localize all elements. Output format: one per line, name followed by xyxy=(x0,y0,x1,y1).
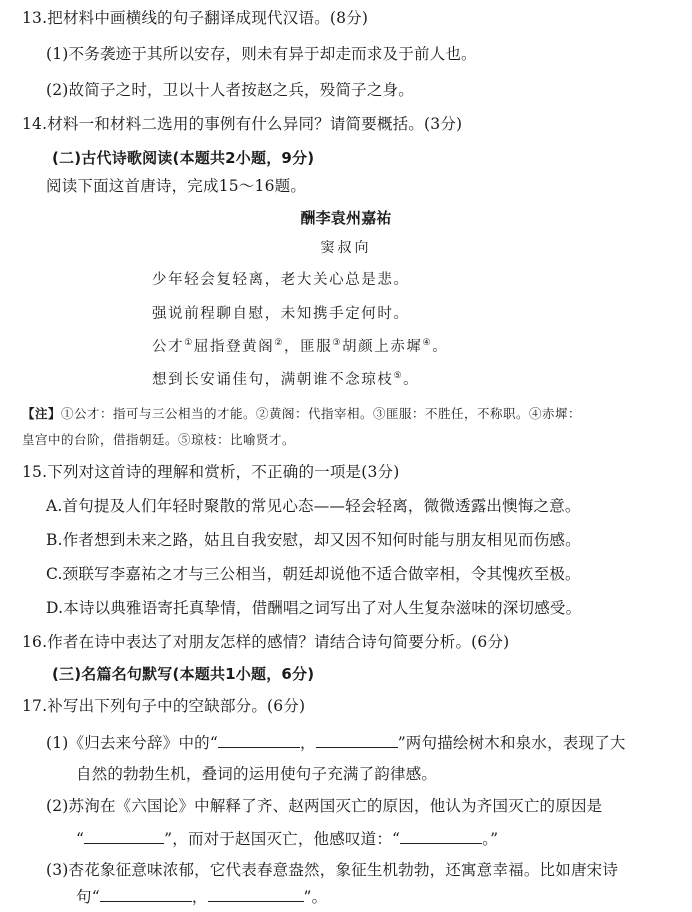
q14-stem: 14.材料一和材料二选用的事例有什么异同？请简要概括。(3分) xyxy=(22,115,463,133)
poem-line-2: 强说前程聊自慰，未知携手定何时。 xyxy=(152,306,410,322)
q17-item-2-close: 。” xyxy=(482,830,499,848)
footnote-marker-5: ⑤ xyxy=(393,371,404,382)
section-3-heading: (三)名篇名句默写(本题共1小题，6分) xyxy=(52,665,315,683)
q17-item-3-comma: ， xyxy=(191,888,208,906)
poem-line-4-part-b: 。 xyxy=(403,372,420,388)
answer-blank-5[interactable] xyxy=(100,886,192,902)
answer-blank-6[interactable] xyxy=(208,886,304,902)
poem-line-3-part-a: 公才 xyxy=(152,339,185,355)
section-2-intro: 阅读下面这首唐诗，完成15～16题。 xyxy=(46,177,307,195)
poem-title: 酬李袁州嘉祐 xyxy=(300,209,392,227)
q15-option-d: D.本诗以典雅语寄托真挚情，借酬唱之词写出了对人生复杂滋味的深切感受。 xyxy=(46,599,582,617)
answer-blank-1[interactable] xyxy=(218,732,300,748)
poem-line-3-part-b: 屈指登黄阁 xyxy=(193,339,275,355)
q17-item-3-line-2 xyxy=(76,886,327,907)
q17-item-3-open: 句“ xyxy=(76,888,100,906)
q17-item-3-close: ”。 xyxy=(303,888,328,906)
q13-stem: 13.把材料中画横线的句子翻译成现代汉语。(8分) xyxy=(22,9,369,27)
q17-item-2-line-2 xyxy=(76,828,498,849)
q17-stem: 17.补写出下列句子中的空缺部分。(6分) xyxy=(22,697,306,715)
q13-item-1: (1)不务袭迹于其所以安存，则未有异于却走而求及于前人也。 xyxy=(46,45,477,63)
poem-line-3 xyxy=(152,337,448,357)
q17-item-2-line-1: (2)苏洵在《六国论》中解释了齐、赵两国灭亡的原因，他认为齐国灭亡的原因是 xyxy=(46,797,603,815)
q15-stem: 15.下列对这首诗的理解和赏析，不正确的一项是(3分) xyxy=(22,463,400,481)
q15-option-b: B.作者想到未来之路，姑且自我安慰，却又因不知何时能与朋友相见而伤感。 xyxy=(46,531,581,549)
answer-blank-2[interactable] xyxy=(316,732,398,748)
q17-item-1-text-a: (1)《归去来兮辞》中的“ xyxy=(46,734,218,752)
footnote-marker-4: ④ xyxy=(422,338,433,349)
footnote-marker-2: ② xyxy=(274,338,285,349)
poem-line-4 xyxy=(152,370,419,390)
q17-item-1-line-1 xyxy=(46,732,626,753)
footnote-marker-3: ③ xyxy=(332,338,343,349)
poem-line-4-part-a: 想到长安诵佳句，满朝谁不念琼枝 xyxy=(152,372,394,388)
q15-option-a: A.首句提及人们年轻时聚散的常见心态——轻会轻离，微微透露出懊悔之意。 xyxy=(46,497,581,515)
poem-line-3-part-e: 。 xyxy=(432,339,449,355)
answer-blank-4[interactable] xyxy=(400,828,482,844)
q16-stem: 16.作者在诗中表达了对朋友怎样的感情？请结合诗句简要分析。(6分) xyxy=(22,633,510,651)
note-label: 【注】 xyxy=(22,406,62,421)
poem-author: 窦叔向 xyxy=(320,240,372,256)
poem-line-1: 少年轻会复轻离，老大关心总是悲。 xyxy=(152,272,410,288)
poem-note-line-2: 皇宫中的台阶，借指朝廷。⑤琼枝：比喻贤才。 xyxy=(22,432,296,447)
q13-item-2: (2)故简子之时，卫以十人者按赵之兵，殁简子之身。 xyxy=(46,81,414,99)
note-text-1: ①公才：指可与三公相当的才能。②黄阁：代指宰相。③匪服：不胜任，不称职。④赤墀： xyxy=(61,406,582,421)
poem-line-3-part-c: ，匪服 xyxy=(284,339,333,355)
q17-item-3-line-1: (3)杏花象征意味浓郁，它代表春意盎然，象征生机勃勃，还寓意幸福。比如唐宋诗 xyxy=(46,861,619,879)
q17-item-1-line-2: 自然的勃勃生机，叠词的运用使句子充满了韵律感。 xyxy=(76,765,438,783)
answer-blank-3[interactable] xyxy=(84,828,164,844)
q17-item-1-comma: ， xyxy=(299,734,316,752)
q17-item-1-text-b: ”两句描绘树木和泉水，表现了大 xyxy=(397,734,626,752)
q15-option-c: C.颈联写李嘉祐之才与三公相当，朝廷却说他不适合做宰相，令其愧疚至极。 xyxy=(46,565,581,583)
q17-item-2-open-quote: “ xyxy=(76,830,85,848)
poem-note-line-1 xyxy=(22,404,581,424)
footnote-marker-1: ① xyxy=(184,338,194,349)
poem-line-3-part-d: 胡颜上赤墀 xyxy=(342,339,423,355)
q17-item-2-text-mid: ”，而对于赵国灭亡，他感叹道：“ xyxy=(164,830,401,848)
section-2-heading: (二)古代诗歌阅读(本题共2小题，9分) xyxy=(52,149,315,167)
